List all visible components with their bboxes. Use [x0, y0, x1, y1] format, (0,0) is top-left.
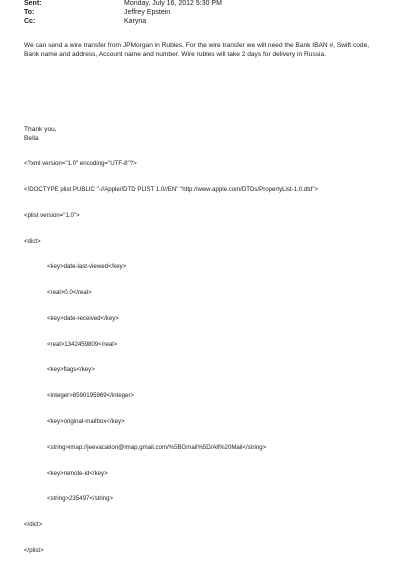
message-body	[24, 42, 379, 59]
to-label: To:	[24, 9, 35, 16]
cc-row	[24, 18, 146, 26]
plist-line: <!DOCTYPE plist PUBLIC "-//Apple//DTD PLIST 1.0//EN" "http://www.apple.com/DTDs/PropertyList-1.0.dtd">	[24, 185, 319, 193]
plist-line: <key>date-last-viewed</key>	[47, 263, 127, 271]
plist-line: <integer>8590195969</integer>	[47, 392, 135, 400]
plist-line: <key>flags</key>	[47, 366, 95, 374]
plist-line: <string>imap://jeevacation@imap.gmail.com/%5BGmail%5D/All%20Mail</string>	[47, 443, 267, 451]
plist-line: <plist version="1.0">	[24, 211, 80, 219]
plist-line: </plist>	[24, 546, 44, 554]
plist-line: <dict>	[24, 237, 41, 245]
message-signature: Bella	[24, 135, 39, 142]
plist-line: <key>date-received</key>	[47, 314, 119, 322]
to-value: Jeffrey Epstein	[124, 9, 171, 16]
message-closing-block	[24, 125, 379, 143]
plist-block	[24, 143, 318, 573]
to-row	[24, 9, 170, 17]
message-closing: Thank you,	[24, 126, 57, 133]
message-paragraph: We can send a wire transfer from JPMorgan in Rubles. For the wire transfer we will need the Bank IBAN #, Swift code, Bank name and address, Account name and number. Wire rubles will take 2 days for delivery in Russia.	[24, 42, 370, 58]
plist-line: <real>0.0</real>	[47, 289, 92, 297]
cc-value: Karyna	[124, 18, 147, 25]
plist-line: <?xml version="1.0" encoding="UTF-8"?>	[24, 160, 137, 168]
plist-line: <real>1342459809</real>	[47, 340, 118, 348]
cc-label: Cc:	[24, 18, 36, 25]
plist-line: </dict>	[24, 521, 43, 529]
sent-value: Monday, July 16, 2012 5:30 PM	[124, 0, 222, 7]
sent-row	[24, 0, 222, 8]
plist-line: <string>235497</string>	[47, 495, 114, 503]
sent-label: Sent:	[24, 0, 42, 7]
plist-line: <key>original-mailbox</key>	[47, 418, 125, 425]
plist-line: <key>remote-id</key>	[47, 469, 108, 477]
